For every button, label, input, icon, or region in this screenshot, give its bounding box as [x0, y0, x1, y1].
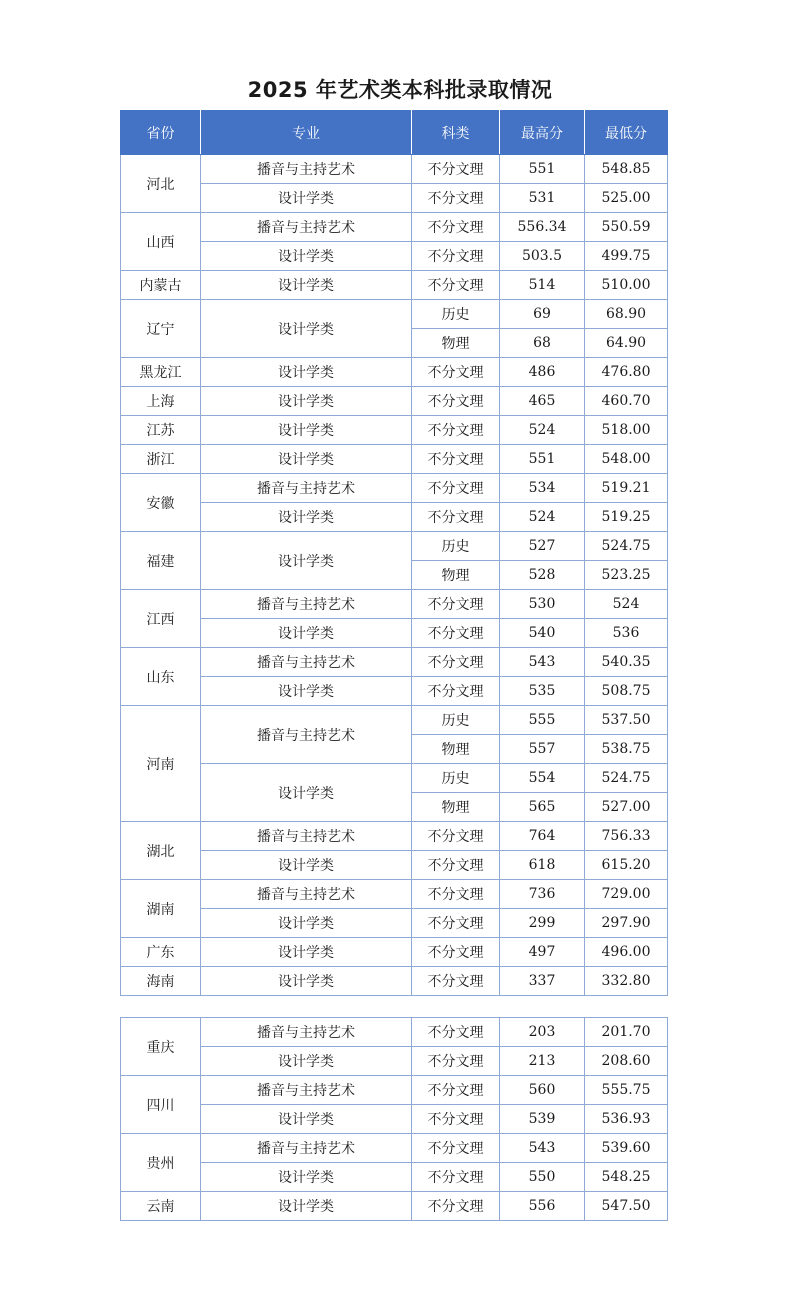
major-cell: 设计学类	[201, 532, 412, 590]
category-cell: 物理	[412, 735, 500, 764]
max-score-cell: 764	[500, 822, 585, 851]
table-row	[121, 851, 668, 880]
max-score-cell: 530	[500, 590, 585, 619]
major-cell: 设计学类	[201, 358, 412, 387]
table-row	[121, 1163, 668, 1192]
category-cell: 不分文理	[412, 851, 500, 880]
min-score-cell: 332.80	[585, 967, 668, 996]
min-score-cell: 548.00	[585, 445, 668, 474]
major-cell: 设计学类	[201, 851, 412, 880]
major-cell: 设计学类	[201, 677, 412, 706]
max-score-cell: 554	[500, 764, 585, 793]
max-score-cell: 69	[500, 300, 585, 329]
max-score-cell: 556.34	[500, 213, 585, 242]
province-cell: 湖北	[121, 822, 201, 880]
min-score-cell: 524	[585, 590, 668, 619]
table-row	[121, 474, 668, 503]
table-row	[121, 155, 668, 184]
province-cell: 河南	[121, 706, 201, 822]
header-major: 专业	[201, 111, 412, 155]
max-score-cell: 560	[500, 1076, 585, 1105]
major-cell: 设计学类	[201, 300, 412, 358]
min-score-cell: 476.80	[585, 358, 668, 387]
province-cell: 浙江	[121, 445, 201, 474]
major-cell: 设计学类	[201, 938, 412, 967]
major-cell: 播音与主持艺术	[201, 880, 412, 909]
min-score-cell: 518.00	[585, 416, 668, 445]
max-score-cell: 213	[500, 1047, 585, 1076]
max-score-cell: 534	[500, 474, 585, 503]
min-score-cell: 524.75	[585, 532, 668, 561]
category-cell: 物理	[412, 793, 500, 822]
max-score-cell: 503.5	[500, 242, 585, 271]
min-score-cell: 729.00	[585, 880, 668, 909]
header-province: 省份	[121, 111, 201, 155]
table-row	[121, 590, 668, 619]
table-row	[121, 1076, 668, 1105]
min-score-cell: 508.75	[585, 677, 668, 706]
min-score-cell: 201.70	[585, 1018, 668, 1047]
min-score-cell: 548.85	[585, 155, 668, 184]
max-score-cell: 486	[500, 358, 585, 387]
major-cell: 播音与主持艺术	[201, 474, 412, 503]
province-cell: 贵州	[121, 1134, 201, 1192]
category-cell: 历史	[412, 300, 500, 329]
min-score-cell: 550.59	[585, 213, 668, 242]
category-cell: 不分文理	[412, 1105, 500, 1134]
table-row	[121, 416, 668, 445]
max-score-cell: 540	[500, 619, 585, 648]
max-score-cell: 528	[500, 561, 585, 590]
max-score-cell: 556	[500, 1192, 585, 1221]
table-row	[121, 271, 668, 300]
header-min-score: 最低分	[585, 111, 668, 155]
header-category: 科类	[412, 111, 500, 155]
category-cell: 不分文理	[412, 503, 500, 532]
major-cell: 设计学类	[201, 242, 412, 271]
table-row	[121, 503, 668, 532]
category-cell: 不分文理	[412, 416, 500, 445]
category-cell: 不分文理	[412, 590, 500, 619]
category-cell: 不分文理	[412, 880, 500, 909]
category-cell: 不分文理	[412, 155, 500, 184]
min-score-cell: 756.33	[585, 822, 668, 851]
province-cell: 云南	[121, 1192, 201, 1221]
province-cell: 内蒙古	[121, 271, 201, 300]
max-score-cell: 543	[500, 1134, 585, 1163]
max-score-cell: 736	[500, 880, 585, 909]
max-score-cell: 527	[500, 532, 585, 561]
table-row	[121, 880, 668, 909]
min-score-cell: 539.60	[585, 1134, 668, 1163]
major-cell: 播音与主持艺术	[201, 213, 412, 242]
province-cell: 山东	[121, 648, 201, 706]
province-cell: 辽宁	[121, 300, 201, 358]
major-cell: 播音与主持艺术	[201, 648, 412, 677]
max-score-cell: 551	[500, 445, 585, 474]
header-max-score: 最高分	[500, 111, 585, 155]
min-score-cell: 555.75	[585, 1076, 668, 1105]
major-cell: 设计学类	[201, 1163, 412, 1192]
major-cell: 设计学类	[201, 619, 412, 648]
province-cell: 重庆	[121, 1018, 201, 1076]
major-cell: 设计学类	[201, 416, 412, 445]
table-row	[121, 300, 668, 329]
province-cell: 山西	[121, 213, 201, 271]
table-row	[121, 1134, 668, 1163]
min-score-cell: 524.75	[585, 764, 668, 793]
major-cell: 设计学类	[201, 503, 412, 532]
category-cell: 不分文理	[412, 1163, 500, 1192]
min-score-cell: 540.35	[585, 648, 668, 677]
table-row	[121, 387, 668, 416]
province-cell: 四川	[121, 1076, 201, 1134]
table-row	[121, 822, 668, 851]
category-cell: 不分文理	[412, 1076, 500, 1105]
major-cell: 播音与主持艺术	[201, 1076, 412, 1105]
category-cell: 不分文理	[412, 619, 500, 648]
table-row	[121, 445, 668, 474]
min-score-cell: 64.90	[585, 329, 668, 358]
min-score-cell: 615.20	[585, 851, 668, 880]
max-score-cell: 535	[500, 677, 585, 706]
table-row	[121, 1105, 668, 1134]
major-cell: 设计学类	[201, 387, 412, 416]
category-cell: 不分文理	[412, 474, 500, 503]
category-cell: 不分文理	[412, 271, 500, 300]
province-cell: 黑龙江	[121, 358, 201, 387]
category-cell: 不分文理	[412, 677, 500, 706]
table-row	[121, 909, 668, 938]
min-score-cell: 297.90	[585, 909, 668, 938]
major-cell: 播音与主持艺术	[201, 706, 412, 764]
max-score-cell: 337	[500, 967, 585, 996]
min-score-cell: 519.21	[585, 474, 668, 503]
admission-table-continued	[120, 1017, 668, 1221]
table-row	[121, 1047, 668, 1076]
province-cell: 广东	[121, 938, 201, 967]
max-score-cell: 550	[500, 1163, 585, 1192]
table-row	[121, 938, 668, 967]
max-score-cell: 555	[500, 706, 585, 735]
admission-table-main	[120, 110, 668, 996]
min-score-cell: 548.25	[585, 1163, 668, 1192]
max-score-cell: 203	[500, 1018, 585, 1047]
max-score-cell: 543	[500, 648, 585, 677]
category-cell: 历史	[412, 706, 500, 735]
province-cell: 湖南	[121, 880, 201, 938]
major-cell: 设计学类	[201, 909, 412, 938]
table-row	[121, 1192, 668, 1221]
major-cell: 播音与主持艺术	[201, 590, 412, 619]
max-score-cell: 524	[500, 416, 585, 445]
major-cell: 播音与主持艺术	[201, 1134, 412, 1163]
major-cell: 设计学类	[201, 184, 412, 213]
min-score-cell: 536.93	[585, 1105, 668, 1134]
max-score-cell: 565	[500, 793, 585, 822]
province-cell: 河北	[121, 155, 201, 213]
major-cell: 设计学类	[201, 764, 412, 822]
major-cell: 设计学类	[201, 967, 412, 996]
province-cell: 安徽	[121, 474, 201, 532]
max-score-cell: 551	[500, 155, 585, 184]
min-score-cell: 510.00	[585, 271, 668, 300]
province-cell: 上海	[121, 387, 201, 416]
table-row	[121, 242, 668, 271]
category-cell: 不分文理	[412, 1192, 500, 1221]
table-body	[121, 155, 668, 996]
max-score-cell: 68	[500, 329, 585, 358]
major-cell: 设计学类	[201, 271, 412, 300]
table-row	[121, 213, 668, 242]
category-cell: 不分文理	[412, 387, 500, 416]
table-row	[121, 1018, 668, 1047]
min-score-cell: 538.75	[585, 735, 668, 764]
category-cell: 历史	[412, 532, 500, 561]
table-row	[121, 532, 668, 561]
province-cell: 福建	[121, 532, 201, 590]
table-body	[121, 1018, 668, 1221]
min-score-cell: 527.00	[585, 793, 668, 822]
min-score-cell: 523.25	[585, 561, 668, 590]
max-score-cell: 539	[500, 1105, 585, 1134]
table-row	[121, 706, 668, 735]
table-row	[121, 764, 668, 793]
table-row	[121, 184, 668, 213]
category-cell: 不分文理	[412, 648, 500, 677]
province-cell: 江苏	[121, 416, 201, 445]
category-cell: 物理	[412, 561, 500, 590]
min-score-cell: 499.75	[585, 242, 668, 271]
max-score-cell: 524	[500, 503, 585, 532]
max-score-cell: 557	[500, 735, 585, 764]
category-cell: 物理	[412, 329, 500, 358]
max-score-cell: 497	[500, 938, 585, 967]
min-score-cell: 547.50	[585, 1192, 668, 1221]
min-score-cell: 537.50	[585, 706, 668, 735]
category-cell: 不分文理	[412, 242, 500, 271]
table-row	[121, 358, 668, 387]
max-score-cell: 514	[500, 271, 585, 300]
category-cell: 不分文理	[412, 184, 500, 213]
table-row	[121, 967, 668, 996]
category-cell: 不分文理	[412, 909, 500, 938]
category-cell: 不分文理	[412, 445, 500, 474]
major-cell: 设计学类	[201, 445, 412, 474]
max-score-cell: 465	[500, 387, 585, 416]
category-cell: 不分文理	[412, 1047, 500, 1076]
min-score-cell: 519.25	[585, 503, 668, 532]
min-score-cell: 536	[585, 619, 668, 648]
min-score-cell: 208.60	[585, 1047, 668, 1076]
category-cell: 不分文理	[412, 213, 500, 242]
category-cell: 不分文理	[412, 967, 500, 996]
category-cell: 历史	[412, 764, 500, 793]
min-score-cell: 496.00	[585, 938, 668, 967]
category-cell: 不分文理	[412, 358, 500, 387]
page-title: 2025 年艺术类本科批录取情况	[247, 78, 553, 102]
category-cell: 不分文理	[412, 1018, 500, 1047]
major-cell: 播音与主持艺术	[201, 822, 412, 851]
province-cell: 海南	[121, 967, 201, 996]
min-score-cell: 68.90	[585, 300, 668, 329]
table-row	[121, 648, 668, 677]
major-cell: 设计学类	[201, 1047, 412, 1076]
table-row	[121, 619, 668, 648]
category-cell: 不分文理	[412, 1134, 500, 1163]
category-cell: 不分文理	[412, 822, 500, 851]
max-score-cell: 531	[500, 184, 585, 213]
province-cell: 江西	[121, 590, 201, 648]
major-cell: 播音与主持艺术	[201, 1018, 412, 1047]
max-score-cell: 618	[500, 851, 585, 880]
major-cell: 设计学类	[201, 1192, 412, 1221]
major-cell: 设计学类	[201, 1105, 412, 1134]
table-row	[121, 677, 668, 706]
category-cell: 不分文理	[412, 938, 500, 967]
max-score-cell: 299	[500, 909, 585, 938]
table-header-row	[121, 111, 668, 155]
min-score-cell: 460.70	[585, 387, 668, 416]
min-score-cell: 525.00	[585, 184, 668, 213]
major-cell: 播音与主持艺术	[201, 155, 412, 184]
